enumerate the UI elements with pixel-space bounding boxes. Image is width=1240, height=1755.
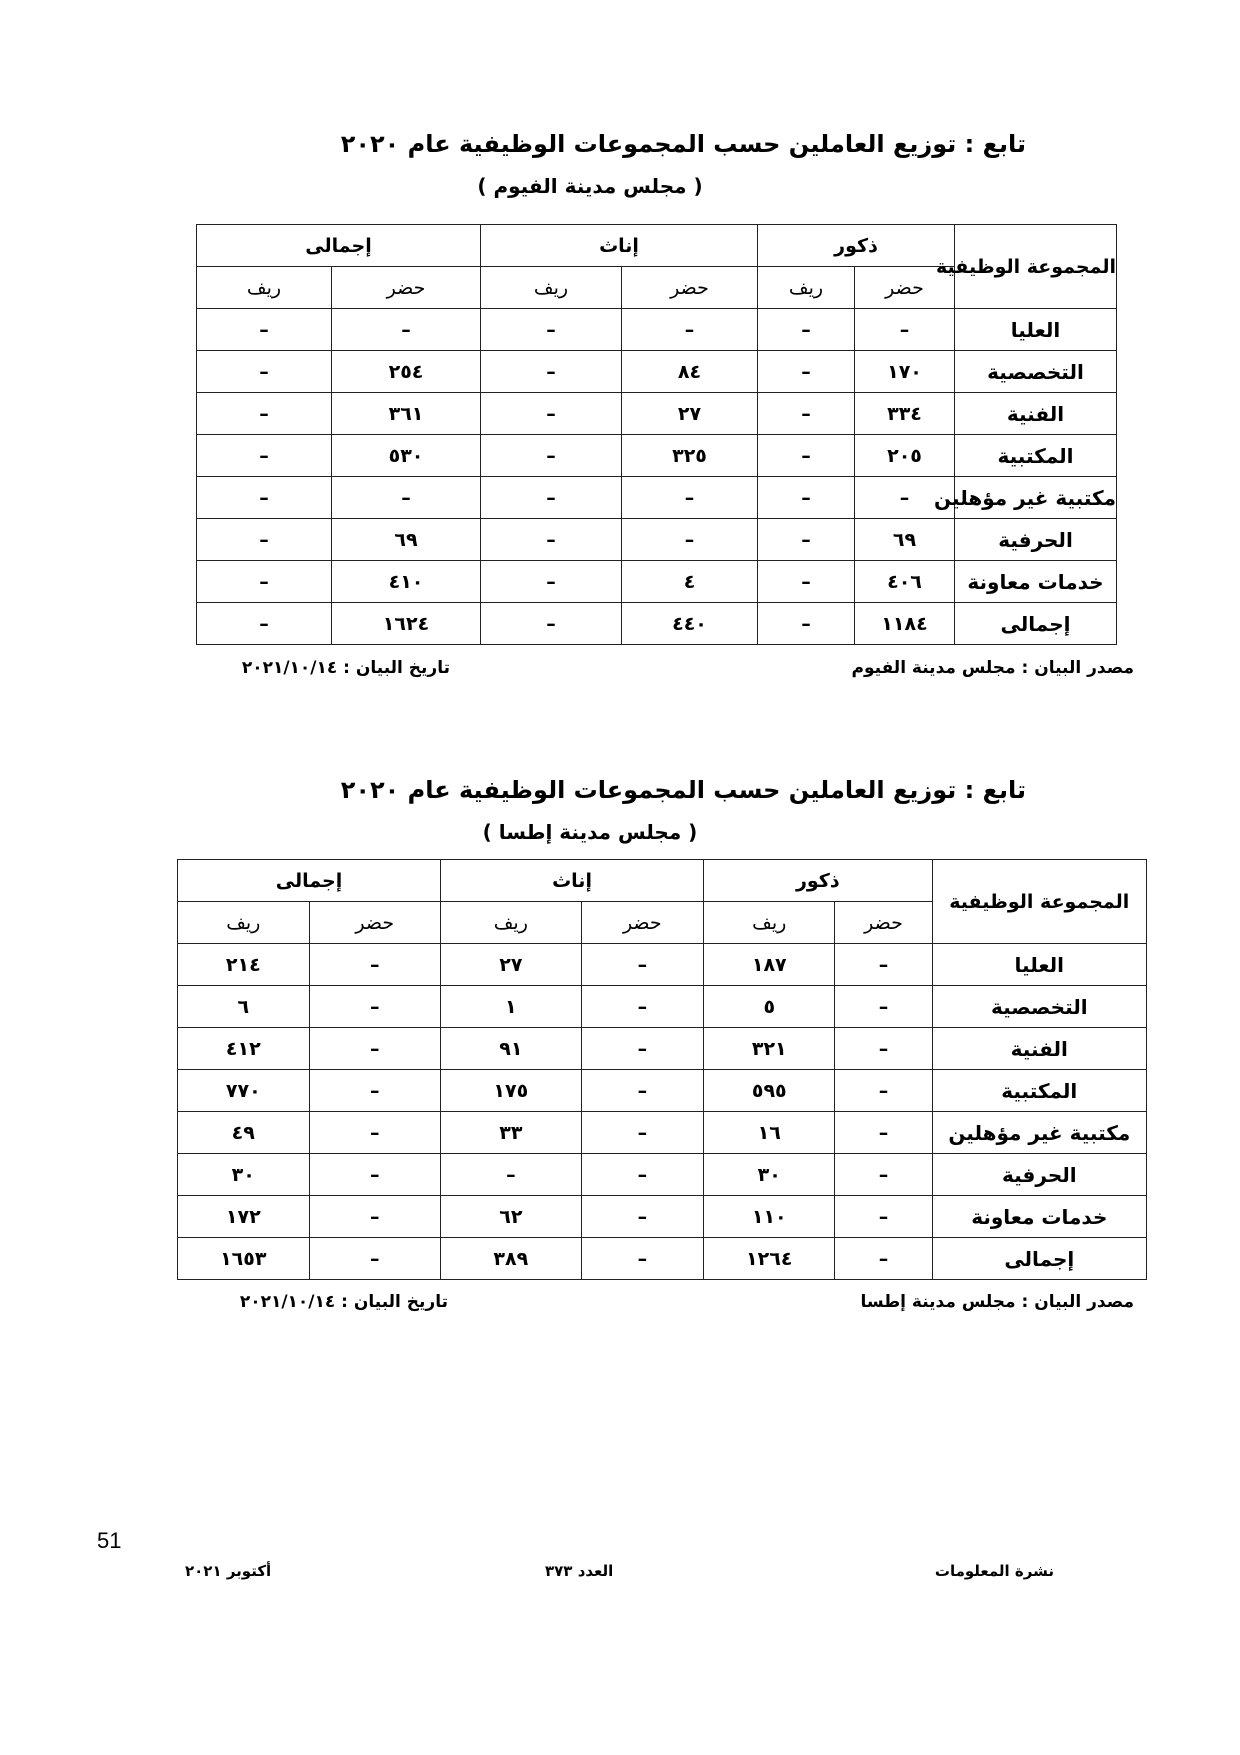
table-cell: –	[197, 603, 332, 645]
header-males-urban: حضر	[835, 902, 932, 944]
table-2-subtitle: ( مجلس مدينة إطسا )	[482, 820, 698, 844]
table-2-date: تاريخ البيان : ٢٠٢١/١٠/١٤	[239, 1292, 448, 1312]
header-group: المجموعة الوظيفية	[955, 225, 1117, 309]
table-cell: –	[309, 1028, 440, 1070]
table-cell: ١٧٢	[178, 1196, 310, 1238]
footer-publication: نشرة المعلومات	[934, 1562, 1054, 1580]
table-cell: –	[481, 309, 622, 351]
table-1	[196, 224, 1117, 645]
table-cell: –	[309, 1154, 440, 1196]
table-cell: ٥٣٠	[332, 435, 481, 477]
header-males-rural: ريف	[758, 267, 855, 309]
header-females: إناث	[441, 860, 704, 902]
row-label: إجمالى	[932, 1238, 1146, 1280]
table-2-title: تابع : توزيع العاملين حسب المجموعات الوظيفية عام ٢٠٢٠	[340, 776, 1026, 804]
table-1-body	[197, 309, 1117, 645]
table-cell: ٦	[178, 986, 310, 1028]
table-cell: ١١٨٤	[855, 603, 955, 645]
table-cell: –	[758, 477, 855, 519]
row-label: الحرفية	[932, 1154, 1146, 1196]
table-1-subtitle: ( مجلس مدينة الفيوم )	[477, 174, 703, 198]
footer-month: أكتوبر ٢٠٢١	[185, 1562, 272, 1580]
table-cell: –	[481, 477, 622, 519]
header-total: إجمالى	[197, 225, 481, 267]
table-cell: ٦٢	[441, 1196, 582, 1238]
table-cell: –	[581, 944, 703, 986]
table-cell: ٩١	[441, 1028, 582, 1070]
table-row	[197, 519, 1117, 561]
table-cell: –	[581, 1112, 703, 1154]
header-females-rural: ريف	[481, 267, 622, 309]
header-group: المجموعة الوظيفية	[932, 860, 1146, 944]
table-cell: –	[197, 435, 332, 477]
row-label: مكتبية غير مؤهلين	[932, 1112, 1146, 1154]
table-cell: –	[581, 1154, 703, 1196]
table-cell: –	[481, 393, 622, 435]
table-cell: ١١٠	[704, 1196, 835, 1238]
table-row	[178, 986, 1147, 1028]
row-label: التخصصية	[955, 351, 1117, 393]
header-total-rural: ريف	[197, 267, 332, 309]
table-row	[197, 393, 1117, 435]
table-cell: ٤	[622, 561, 758, 603]
table-cell: –	[758, 435, 855, 477]
header-females: إناث	[481, 225, 758, 267]
table-cell: ٢٠٥	[855, 435, 955, 477]
row-label: التخصصية	[932, 986, 1146, 1028]
table-cell: –	[581, 1070, 703, 1112]
table-cell: ٥	[704, 986, 835, 1028]
table-cell: –	[835, 1196, 932, 1238]
table-cell: –	[481, 519, 622, 561]
row-label: العليا	[932, 944, 1146, 986]
table-cell: –	[758, 603, 855, 645]
table-cell: –	[622, 309, 758, 351]
table-cell: ٣٠	[178, 1154, 310, 1196]
header-males: ذكور	[704, 860, 933, 902]
table-2-source: مصدر البيان : مجلس مدينة إطسا	[860, 1292, 1134, 1312]
table-row	[178, 1070, 1147, 1112]
table-cell: –	[197, 351, 332, 393]
table-cell: ٢١٤	[178, 944, 310, 986]
table-cell: ٣٣٤	[855, 393, 955, 435]
table-cell: ١٦٢٤	[332, 603, 481, 645]
table-row	[178, 1028, 1147, 1070]
table-cell: ٣٨٩	[441, 1238, 582, 1280]
table-row	[197, 351, 1117, 393]
row-label: خدمات معاونة	[932, 1196, 1146, 1238]
table-cell: –	[309, 1112, 440, 1154]
table-cell: ١٦٥٣	[178, 1238, 310, 1280]
table-cell: –	[481, 351, 622, 393]
row-label: مكتبية غير مؤهلين	[955, 477, 1117, 519]
table-cell: –	[197, 561, 332, 603]
table-row	[178, 1238, 1147, 1280]
table-row	[197, 477, 1117, 519]
table-1-source: مصدر البيان : مجلس مدينة الفيوم	[851, 658, 1134, 678]
table-cell: ٣٠	[704, 1154, 835, 1196]
table-cell: –	[835, 1070, 932, 1112]
table-cell: ٢٧	[622, 393, 758, 435]
table-cell: –	[481, 603, 622, 645]
table-cell: ٨٤	[622, 351, 758, 393]
footer-issue: العدد ٣٧٣	[545, 1562, 614, 1580]
table-cell: ١٧٠	[855, 351, 955, 393]
table-cell: –	[622, 477, 758, 519]
table-row	[197, 435, 1117, 477]
header-males: ذكور	[758, 225, 955, 267]
table-cell: ٣٢١	[704, 1028, 835, 1070]
table-cell: –	[309, 1196, 440, 1238]
table-cell: –	[197, 393, 332, 435]
table-cell: –	[758, 393, 855, 435]
table-cell: –	[309, 1238, 440, 1280]
table-cell: ١٨٧	[704, 944, 835, 986]
table-cell: –	[441, 1154, 582, 1196]
table-row	[197, 603, 1117, 645]
table-cell: –	[758, 309, 855, 351]
table-cell: ١٧٥	[441, 1070, 582, 1112]
table-cell: –	[197, 309, 332, 351]
table-1-date: تاريخ البيان : ٢٠٢١/١٠/١٤	[241, 658, 450, 678]
table-cell: –	[309, 1070, 440, 1112]
table-cell: –	[332, 477, 481, 519]
table-cell: –	[581, 1028, 703, 1070]
row-label: إجمالى	[955, 603, 1117, 645]
table-cell: –	[332, 309, 481, 351]
table-2-body	[178, 944, 1147, 1280]
table-cell: ٢٥٤	[332, 351, 481, 393]
row-label: العليا	[955, 309, 1117, 351]
table-cell: –	[581, 1196, 703, 1238]
table-cell: –	[481, 561, 622, 603]
table-cell: ٢٧	[441, 944, 582, 986]
header-females-rural: ريف	[441, 902, 582, 944]
table-cell: –	[309, 944, 440, 986]
table-cell: –	[622, 519, 758, 561]
table-cell: ٥٩٥	[704, 1070, 835, 1112]
table-cell: –	[197, 477, 332, 519]
header-total-urban: حضر	[309, 902, 440, 944]
header-total: إجمالى	[178, 860, 441, 902]
header-males-urban: حضر	[855, 267, 955, 309]
row-label: خدمات معاونة	[955, 561, 1117, 603]
table-cell: –	[835, 986, 932, 1028]
table-cell: –	[835, 1112, 932, 1154]
table-1-title: تابع : توزيع العاملين حسب المجموعات الوظيفية عام ٢٠٢٠	[340, 130, 1026, 158]
table-cell: –	[758, 561, 855, 603]
table-cell: ٣٣	[441, 1112, 582, 1154]
table-cell: –	[581, 986, 703, 1028]
table-cell: –	[855, 309, 955, 351]
header-females-urban: حضر	[622, 267, 758, 309]
table-cell: –	[581, 1238, 703, 1280]
header-total-rural: ريف	[178, 902, 310, 944]
table-2	[177, 859, 1147, 1280]
table-cell: ٤١٠	[332, 561, 481, 603]
table-cell: –	[835, 944, 932, 986]
row-label: الحرفية	[955, 519, 1117, 561]
header-females-urban: حضر	[581, 902, 703, 944]
table-cell: –	[481, 435, 622, 477]
table-cell: ١٦	[704, 1112, 835, 1154]
table-cell: ٧٧٠	[178, 1070, 310, 1112]
table-cell: –	[855, 477, 955, 519]
header-total-urban: حضر	[332, 267, 481, 309]
table-cell: ٤٠٦	[855, 561, 955, 603]
row-label: الفنية	[932, 1028, 1146, 1070]
table-row	[178, 1154, 1147, 1196]
table-cell: ٦٩	[332, 519, 481, 561]
header-males-rural: ريف	[704, 902, 835, 944]
table-cell: –	[835, 1154, 932, 1196]
table-cell: ٤١٢	[178, 1028, 310, 1070]
table-cell: –	[758, 351, 855, 393]
table-cell: –	[758, 519, 855, 561]
table-cell: ٣٦١	[332, 393, 481, 435]
page-number: 51	[97, 1528, 122, 1553]
row-label: المكتبية	[932, 1070, 1146, 1112]
table-row	[178, 1196, 1147, 1238]
table-cell: –	[835, 1238, 932, 1280]
table-row	[178, 1112, 1147, 1154]
table-cell: ٦٩	[855, 519, 955, 561]
row-label: الفنية	[955, 393, 1117, 435]
table-cell: –	[309, 986, 440, 1028]
row-label: المكتبية	[955, 435, 1117, 477]
table-cell: –	[835, 1028, 932, 1070]
table-row	[197, 561, 1117, 603]
table-row	[178, 944, 1147, 986]
table-cell: –	[197, 519, 332, 561]
table-cell: ١٢٦٤	[704, 1238, 835, 1280]
table-cell: ١	[441, 986, 582, 1028]
table-row	[197, 309, 1117, 351]
table-cell: ٤٩	[178, 1112, 310, 1154]
table-cell: ٣٢٥	[622, 435, 758, 477]
table-cell: ٤٤٠	[622, 603, 758, 645]
